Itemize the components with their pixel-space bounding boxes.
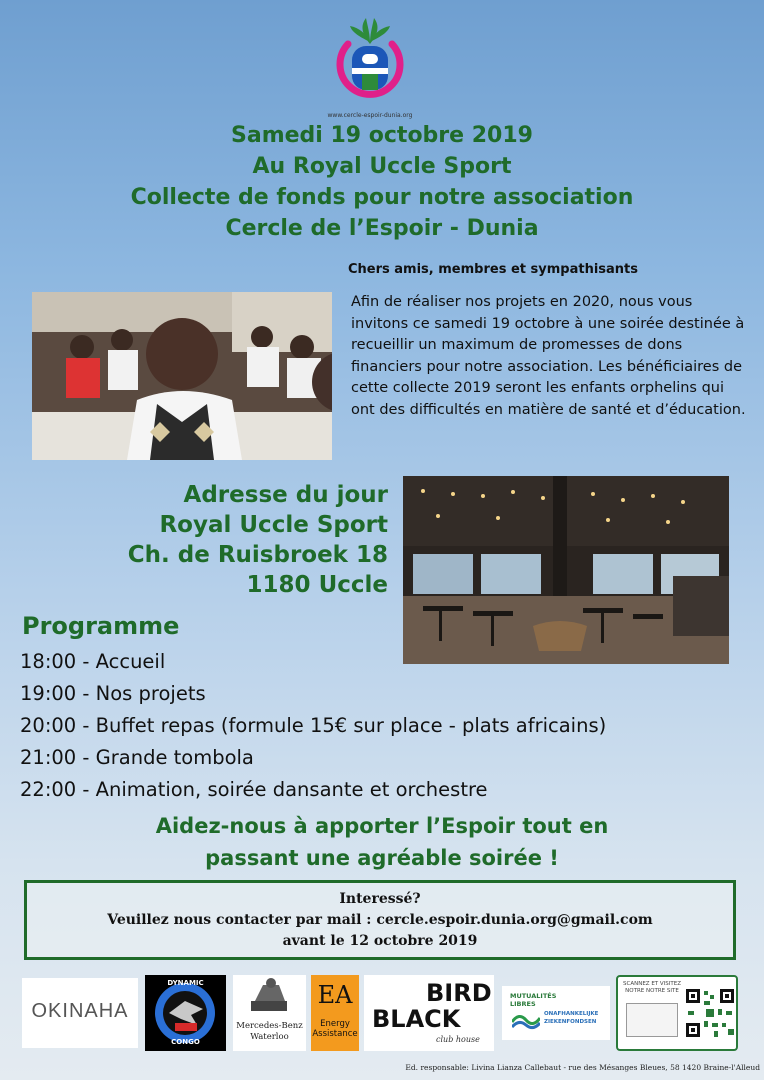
mercedes-monument-icon <box>233 975 306 1015</box>
dynamic-bottom-text: CONGO <box>171 1038 200 1046</box>
programme-item: 22:00 - Animation, soirée dansante et orchestre <box>20 778 488 801</box>
energy-logo-mark: EA <box>317 981 353 1009</box>
sponsor-dynamic-congo-logo <box>145 975 226 1051</box>
mutualites-nl-text <box>544 1010 598 1026</box>
sponsor-energy-assistance-logo <box>311 975 359 1051</box>
programme-item: 19:00 - Nos projets <box>20 682 206 705</box>
energy-line-1: Energy <box>320 1019 350 1029</box>
event-title-block <box>0 120 764 244</box>
event-venue: Au Royal Uccle Sport <box>252 154 512 179</box>
association-logo <box>322 14 418 124</box>
venue-interior-photo <box>403 476 729 664</box>
contact-question: Interessé? <box>339 891 421 907</box>
energy-text <box>311 1019 359 1039</box>
programme-title: Programme <box>22 612 180 640</box>
programme-item: 18:00 - Accueil <box>20 650 166 673</box>
address-heading: Adresse du jour <box>183 482 388 508</box>
mutualites-line-4: ZIEKENFONDSEN <box>544 1019 597 1025</box>
greeting: Chers amis, membres et sympathisants <box>348 262 639 277</box>
programme-item: 21:00 - Grande tombola <box>20 746 254 769</box>
address-street: Ch. de Ruisbroek 18 <box>127 542 388 568</box>
energy-line-2: Assistance <box>312 1029 358 1039</box>
association-name: Cercle de l’Espoir - Dunia <box>225 216 539 241</box>
sponsor-mutualites-logo <box>502 986 610 1040</box>
sponsor-blackbird-logo <box>364 975 494 1051</box>
blackbird-sub-text: club house <box>436 1035 480 1044</box>
logo-emblem-icon <box>322 14 418 114</box>
sponsor-okinaha-logo <box>22 978 138 1048</box>
intro-paragraph: Afin de réaliser nos projets en 2020, nous vous invitons ce samedi 19 octobre à une soirée destinée à recueillir un maximum de promesses de dons financiers pour notre association. Les bénéficiaires de cette collecte 2019 seront les enfants orphelins qui ont des difficultés en matière de santé et d’éducation. <box>351 294 746 418</box>
mercedes-text <box>233 1021 306 1043</box>
programme-list <box>20 646 606 806</box>
address-block <box>100 480 388 600</box>
qr-flyer-thumbnail <box>626 1003 678 1037</box>
blackbird-bird-text: BIRD <box>426 979 492 1007</box>
event-date: Samedi 19 octobre 2019 <box>231 123 533 148</box>
cta-line-2: passant une agréable soirée ! <box>205 846 559 870</box>
logo-url: www.cercle-espoir-dunia.org <box>327 112 413 119</box>
okinaha-text: OKINAHA <box>31 1000 129 1022</box>
mutualites-text <box>510 992 556 1008</box>
responsible-editor-footer: Ed. responsable: Livina Lianza Callebaut - rue des Mésanges Bleues, 58 1420 Braine-l'Alleud <box>405 1063 760 1072</box>
address-city: 1180 Uccle <box>246 572 388 598</box>
contact-email-line[interactable]: Veuillez nous contacter par mail : cercle.espoir.dunia.org@gmail.com <box>107 912 653 928</box>
sponsor-mercedes-logo <box>233 975 306 1051</box>
dynamic-top-text: DYNAMIC <box>167 979 204 987</box>
address-venue: Royal Uccle Sport <box>159 512 388 538</box>
cta-line-1: Aidez-nous à apporter l’Espoir tout en <box>155 814 609 838</box>
children-classroom-photo <box>32 292 332 460</box>
qr-code-panel[interactable] <box>616 975 738 1051</box>
blackbird-black-text: BLACK <box>372 1005 461 1033</box>
mercedes-line-2: Waterloo <box>250 1032 289 1042</box>
event-purpose: Collecte de fonds pour notre association <box>130 185 634 210</box>
programme-item: 20:00 - Buffet repas (formule 15€ sur place - plats africains) <box>20 714 607 737</box>
mutualites-line-2: LIBRES <box>510 1000 536 1008</box>
mercedes-line-1: Mercedes-Benz <box>236 1021 303 1031</box>
mutualites-wave-icon <box>512 1010 540 1030</box>
qr-code-icon[interactable] <box>684 987 736 1039</box>
call-to-action <box>0 810 764 874</box>
mutualites-line-1: MUTUALITÉS <box>510 992 557 1000</box>
contact-box <box>24 880 736 960</box>
mutualites-line-3: ONAFHANKELIJKE <box>544 1011 599 1017</box>
qr-caption: SCANNEZ ET VISITEZ NOTRE NOTRE SITE <box>623 981 681 994</box>
contact-deadline: avant le 12 octobre 2019 <box>282 933 478 949</box>
